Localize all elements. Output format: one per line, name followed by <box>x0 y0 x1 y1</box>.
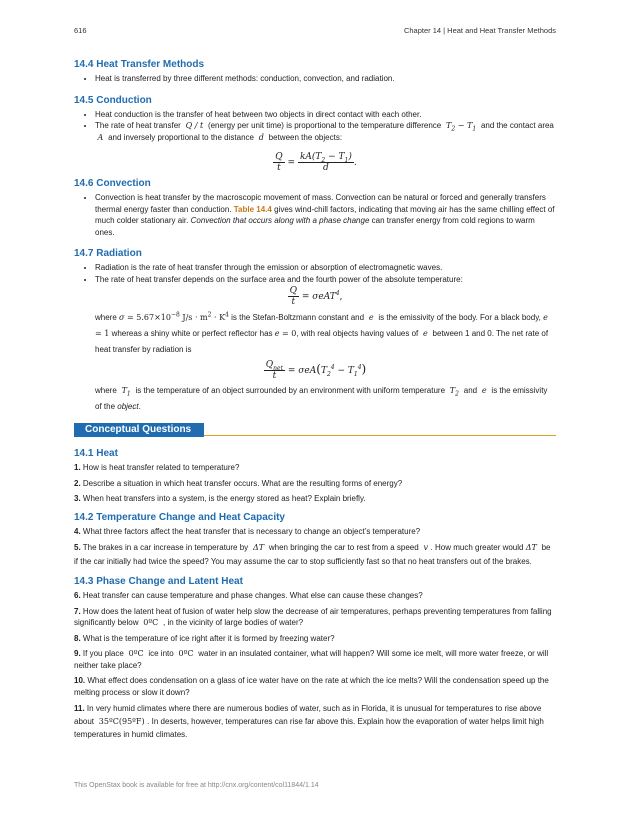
section-heading-14-7: 14.7 Radiation <box>74 248 142 259</box>
chapter-title: Chapter 14 | Heat and Heat Transfer Methods <box>403 26 556 35</box>
question-item: 8. What is the temperature of ice right after it is formed by freezing water? <box>74 633 335 643</box>
question-item: 4. What three factors affect the heat transfer that is necessary to change an object’s temperature? <box>74 526 421 536</box>
conceptual-questions-title: Conceptual Questions <box>85 424 192 435</box>
page-footer: This OpenStax book is available for free at http://cnx.org/content/col11844/1.14 <box>74 782 319 789</box>
page-content <box>74 58 556 745</box>
question-item: 11. In very humid climates where there are numerous bodies of water, such as in Florida, it is unusual for temperatures to rise above about 35ºC(95ºF) . In deserts, however, temperatures can rise far above this. Explain how the evaporation of water helps limit high temperatures in humid climates. <box>74 704 544 739</box>
conceptual-questions-banner <box>74 423 556 437</box>
section-heading-14-6: 14.6 Convection <box>74 178 151 189</box>
radiation-paragraph-2: where $T_1$ is the temperature of an object surrounded by an environment with uniform temperature $T_2$ and e is the emissivity of the object. <box>95 386 548 411</box>
question-item: 6. Heat transfer can cause temperature and phase changes. What else can cause these changes? <box>74 591 423 600</box>
question-item: 5. The brakes in a car increase in temperature by ΔT when bringing the car to rest from a speed v . How much greater would ΔT be if the car initially had twice the speed? You may assume the car to stop sufficiently fast so that no heat transfers out of the brakes. <box>74 543 551 566</box>
conduction-equation: $\frac{Q}{t}$ = $\frac{kA(T_2 - T_1)}{d}$ . <box>275 152 357 173</box>
list-item: • Heat conduction is the transfer of heat between two objects in direct contact with each other. <box>95 109 556 121</box>
section-list-14-5 <box>74 109 556 144</box>
section-list-14-7 <box>74 262 556 285</box>
question-item: 9. If you place 0ºC ice into 0ºC water in an insulated container, what will happen? Will some ice melt, will more water freeze, or will neither take place? <box>74 649 549 670</box>
net-radiation-equation: $\frac{Q_{net}}{t}$ = $\sigma eA(T_2^4 - T_1^4)$ <box>265 360 367 381</box>
section-heading-14-5: 14.5 Conduction <box>74 94 152 106</box>
question-item: 10. What effect does condensation on a glass of ice water have on the rate at which the ice melts? Will the condensation speed up the melting process or slow it down? <box>74 676 549 697</box>
list-item: • Heat is transferred by three different methods: conduction, convection, and radiation. <box>95 73 556 85</box>
section-list-14-6 <box>74 192 556 238</box>
table-link[interactable]: Table 14.4 <box>233 204 272 214</box>
banner-divider <box>204 435 556 436</box>
page-number: 616 <box>74 26 87 35</box>
question-heading-14-3: 14.3 Phase Change and Latent Heat <box>74 576 243 587</box>
question-item: 1. How is heat transfer related to temperature? <box>74 463 240 472</box>
question-item: 7. How does the latent heat of fusion of water help slow the decrease of air temperatures, perhaps preventing temperatures from falling significantly below 0ºC , in the vicinity of large bodies of water? <box>74 606 552 627</box>
question-heading-14-2: 14.2 Temperature Change and Heat Capacity <box>74 511 285 523</box>
list-item: • Radiation is the rate of heat transfer through the emission or absorption of electromagnetic waves. <box>95 262 556 274</box>
list-item: • The rate of heat transfer Q / t (energy per unit time) is proportional to the temperature difference $T_2 - T_1$ and the contact area A and inversely proportional to the distance d between the objects: <box>95 120 556 143</box>
list-item: • Convection is heat transfer by the macroscopic movement of mass. Convection can be natural or forced and generally transfers thermal energy faster than conduction. Table 14.4 gives wind-chill factors, indicating that moving air has the same chilling effect of much colder stationary air. Convection that occurs along with a phase change can transfer energy from cold regions to warm ones. <box>95 192 556 238</box>
section-heading-14-4: 14.4 Heat Transfer Methods <box>74 59 205 70</box>
question-item: 2. Describe a situation in which heat transfer occurs. What are the resulting forms of energy? <box>74 478 403 488</box>
radiation-equation: $\frac{Q}{t}$ = σeAT$^4$, <box>289 286 343 307</box>
radiation-paragraph-1: where $\sigma = 5.67\times 10^{-8}$ $J/s \cdot m^2 \cdot K^4$ is the Stefan-Boltzmann constant and e is the emissivity of the body. For a black body, e = 1 whereas a shiny white or perfect reflector has e = 0, with real objects having values of e between 1 and 0. The net rate of heat transfer by radiation is <box>95 311 549 354</box>
question-item: 3. When heat transfers into a system, is the energy stored as heat? Explain briefly. <box>74 494 366 503</box>
list-item: • The rate of heat transfer depends on the surface area and the fourth power of the absolute temperature: <box>95 274 556 286</box>
section-list-14-4 <box>74 73 556 85</box>
question-heading-14-1: 14.1 Heat <box>74 448 118 459</box>
